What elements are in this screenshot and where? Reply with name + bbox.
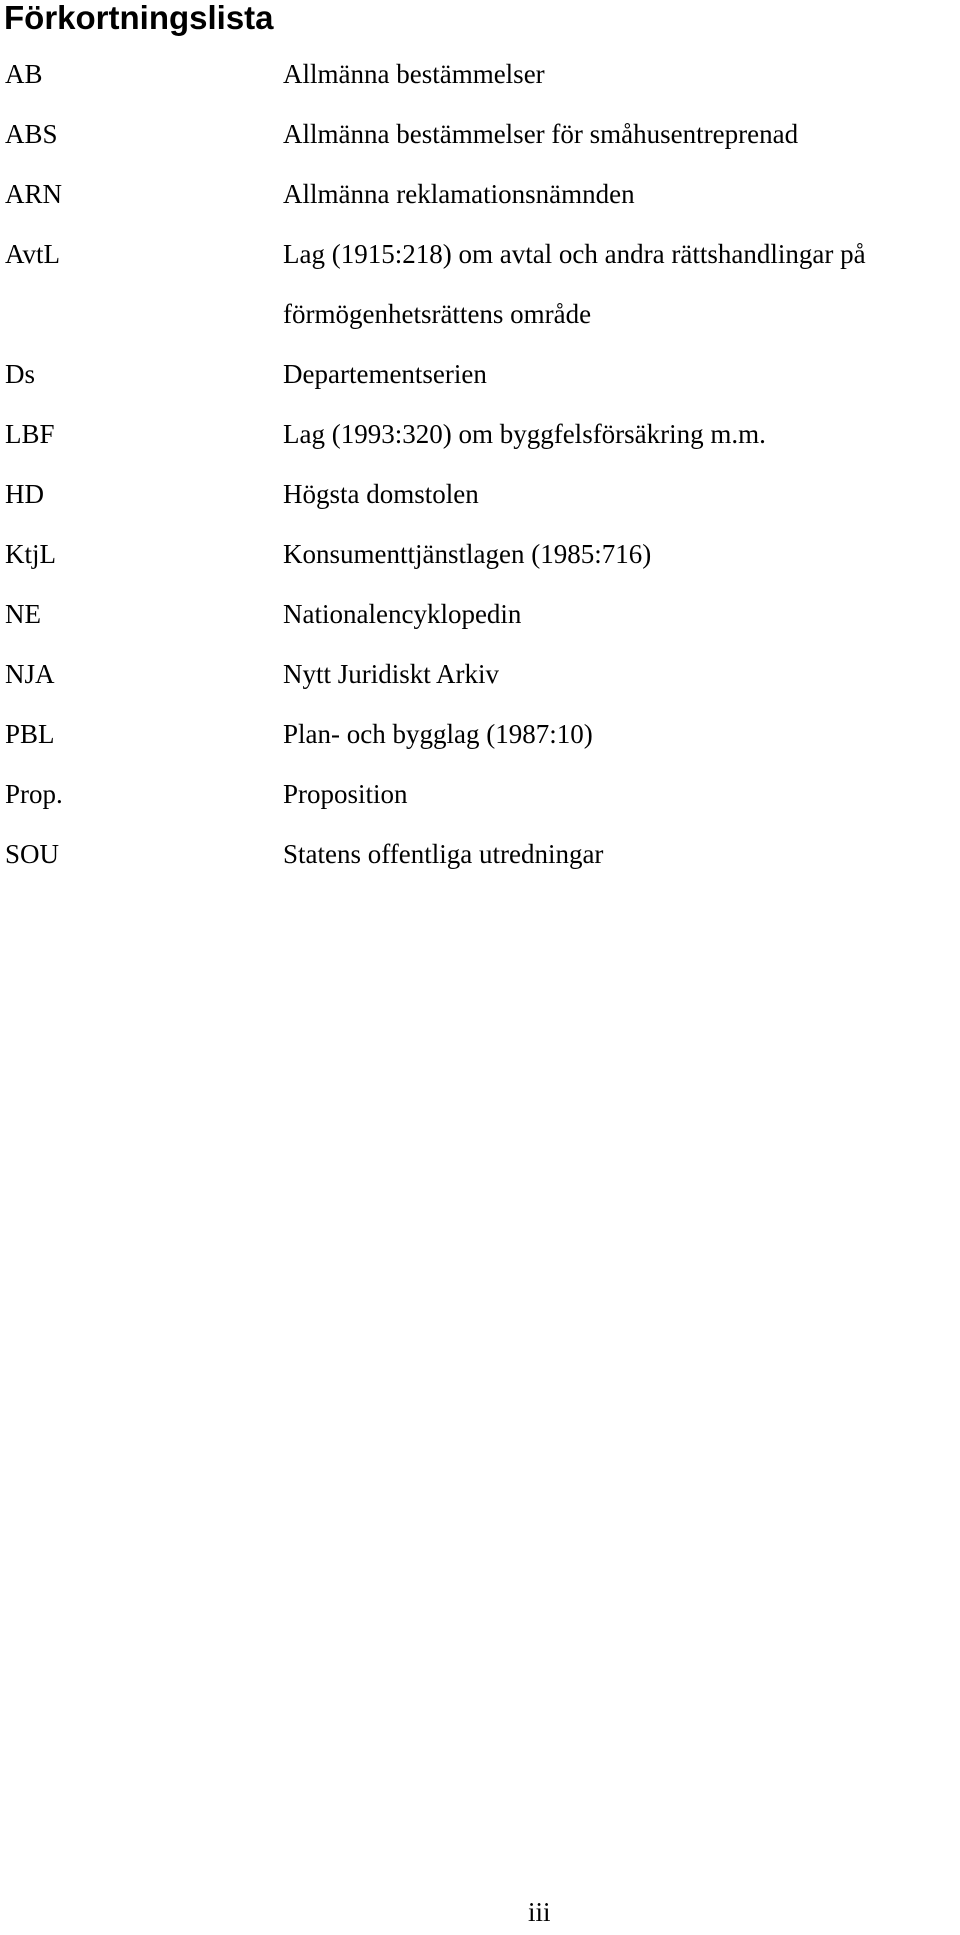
definition: Nytt Juridiskt Arkiv: [283, 659, 500, 689]
page-title: Förkortningslista: [4, 0, 274, 36]
definition: Departementserien: [283, 359, 487, 389]
abbreviation: ABS: [5, 119, 58, 149]
abbreviation: LBF: [5, 419, 55, 449]
abbreviation: SOU: [5, 839, 60, 869]
definition: [283, 224, 960, 344]
page-number: iii: [528, 1897, 551, 1927]
abbreviation: NE: [5, 599, 41, 629]
definition: Högsta domstolen: [283, 479, 479, 509]
abbreviation: KtjL: [5, 539, 56, 569]
definition: Allmänna bestämmelser för småhusentreprenad: [283, 119, 799, 149]
abbreviation-row-avtl: [0, 238, 960, 358]
definition: Nationalencyklopedin: [283, 599, 522, 629]
definition: Lag (1993:320) om byggfelsförsäkring m.m.: [283, 419, 766, 449]
abbreviation: PBL: [5, 719, 55, 749]
abbreviation: HD: [5, 479, 44, 509]
definition: Statens offentliga utredningar: [283, 839, 604, 869]
definition-line: Lag (1915:218) om avtal och andra rättshandlingar på: [283, 239, 866, 269]
abbreviation: AB: [5, 59, 43, 89]
definition: Proposition: [283, 779, 408, 809]
definition: Allmänna reklamationsnämnden: [283, 179, 635, 209]
abbreviation: NJA: [5, 659, 55, 689]
definition: Plan- och bygglag (1987:10): [283, 719, 593, 749]
abbreviation: Prop.: [5, 779, 63, 809]
abbreviation: ARN: [5, 179, 63, 209]
abbreviation-list: [0, 58, 960, 898]
definition-line: förmögenhetsrättens område: [283, 299, 592, 329]
abbreviation: AvtL: [5, 239, 60, 269]
definition: Konsumenttjänstlagen (1985:716): [283, 539, 652, 569]
definition: Allmänna bestämmelser: [283, 59, 545, 89]
abbreviation: Ds: [5, 359, 36, 389]
abbreviation-row-sou: [0, 838, 960, 898]
